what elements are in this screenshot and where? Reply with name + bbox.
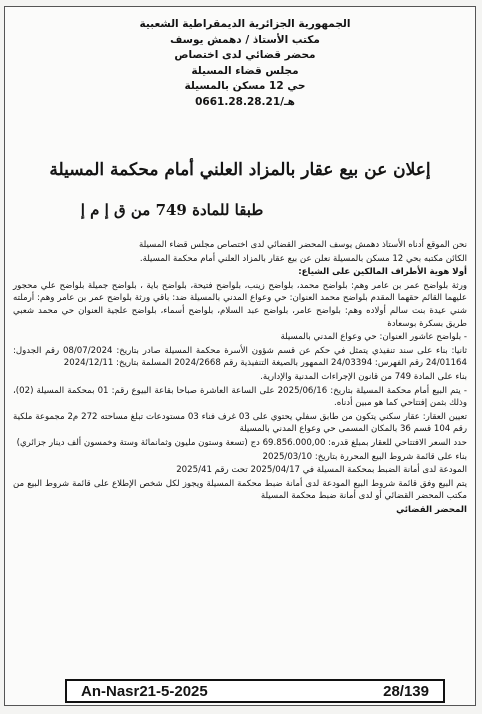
body-paragraph: ورثة بلواضح عمر بن عامر وهم: بلواضح محمد، بلواضح زينب، بلواضح فتيحة، بلواضح باية ، بلواضح جميلة بلواضح علي محجور عليهما القائم حقهما المقدم بلواضح محمد العنوان: حي وعواع المدني بالمسيلة ضد: باقي ورثة بلواضح عمر بن عامر وهم: أرملته شني عيدة بنت سالم أولاده وهم: بلواضح عامر، بلواضح عبد السلام، بلواضح أسماء، بلواضح علجية العنوان حي محمد شعبي طريق بسكرة بوسعادة [13, 280, 467, 329]
publication-ref: An-Nasr21-5-2025 [81, 682, 208, 700]
document-body [13, 239, 467, 517]
body-paragraph: - بلواضح عاشور العنوان: حي وعواع المدني بالمسيلة [280, 332, 467, 343]
body-paragraph: بناء على قائمة شروط البيع المحررة بتاريخ: 2025/03/10 [262, 451, 467, 462]
body-paragraph: حدد السعر الافتتاحي للعقار بمبلغ قدره: 69.856.000,00 دج (تسعة وستون مليون وثمانمائة وستة وخمسون ألف دينار جزائري) [16, 437, 467, 448]
document-title: إعلان عن بيع عقار بالمزاد العلني أمام محكمة المسيلة [49, 160, 431, 180]
body-paragraph: بناء على المادة 749 من قانون الإجراءات المدنية والإدارية. [260, 371, 467, 382]
publication-footer [65, 679, 445, 703]
header-court: مجلس قضاء المسيلة [191, 64, 299, 77]
signature-label: المحضر القضائي [396, 504, 467, 515]
body-paragraph: نحن الموقع أدناه الأستاذ دهمش يوسف المحضر القضائي لدى اختصاص مجلس قضاء المسيلة [139, 240, 467, 250]
body-paragraph: ثانيا: بناء على سند تنفيذي يتمثل في حكم عن قسم شؤون الأسرة محكمة المسيلة صادر بتاريخ: 08/07/2024 رقم الجدول: 24/01164 رقم الفهرس: 24/03394 الممهور بالصيغة التنفيذية رقم 2024/2668 المسلمة بتاريخ: 2024/12/11 [13, 345, 467, 369]
header-phone: هـ/0661.28.28.21 [195, 95, 295, 108]
document-page [4, 6, 476, 706]
document-header [135, 17, 355, 111]
body-paragraph: يتم البيع وفق قائمة شروط البيع المودعة لدى أمانة ضبط محكمة المسيلة ويجوز لكل شخص الإطلاع على قائمة شروط البيع من مكتب المحضر القضائي أو لدى أمانة ضبط محكمة المسيلة [13, 478, 467, 502]
header-country: الجمهورية الجزائرية الديمقراطية الشعبية [139, 18, 351, 30]
body-heading: أولا هوية الأطراف المالكين على الشياع: [298, 267, 467, 278]
body-paragraph: الكائن مكتبه بحي 12 مسكن بالمسيلة نعلن عن بيع عقار بالمزاد العلني أمام محكمة المسيلة. [139, 253, 467, 264]
page-number: 28/139 [383, 682, 429, 700]
header-office: مكتب الأستاذ / دهمش يوسف [170, 33, 320, 46]
header-address: حي 12 مسكن بالمسيلة [184, 80, 306, 93]
header-role: محضر قضائي لدى اختصاص [174, 49, 316, 62]
body-paragraph: تعيين العقار: عقار سكني يتكون من طابق سفلي يحتوي على 03 غرف فناء 03 مستودعات تبلغ مساحته 272 م2 مجموعة ملكية رقم 104 قسم 36 بالمكان المسمى حي وعواع المدني بالمسيلة [13, 411, 467, 435]
body-paragraph: المودعة لدى أمانة الضبط بمحكمة المسيلة في 2025/04/17 تحت رقم 2025/41 [176, 465, 467, 476]
document-subtitle: طبقا للمادة 749 من ق إ م إ [80, 201, 264, 219]
body-paragraph: - يتم البيع أمام محكمة المسيلة بتاريخ: 2025/06/16 على الساعة العاشرة صباحا بقاعة البيوع رقم: 01 بمحكمة المسيلة (02)، وذلك بثمن إفتتاحي كما هو مبين أدناه. [13, 385, 467, 409]
